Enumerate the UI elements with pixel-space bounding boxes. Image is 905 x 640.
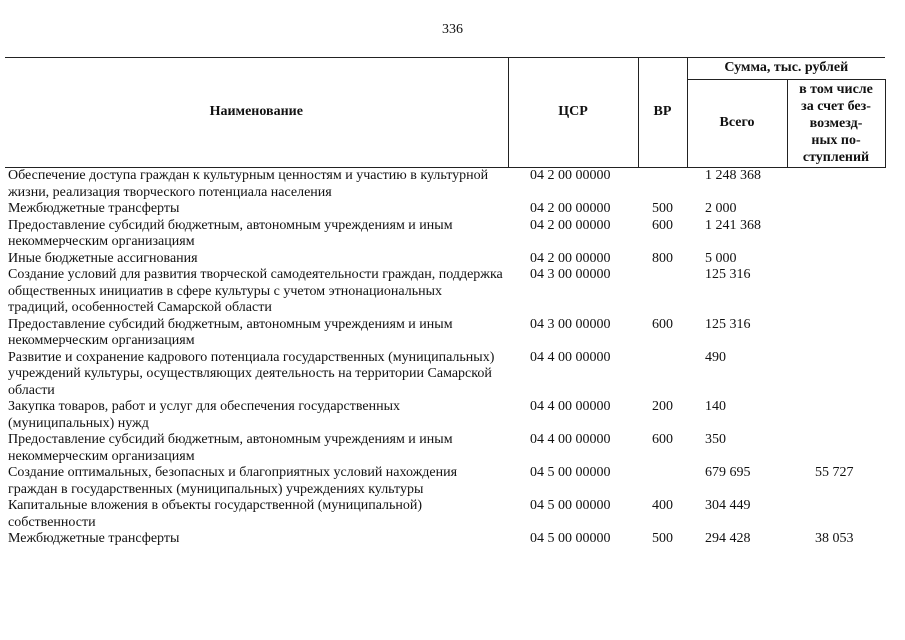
header-vr: ВР xyxy=(638,58,687,168)
table-row xyxy=(5,201,885,218)
row-total: 125 316 xyxy=(705,267,751,282)
table-row xyxy=(5,267,885,317)
header-sum-group: Сумма, тыс. рублей xyxy=(687,58,885,80)
table-row xyxy=(5,399,885,432)
row-csr: 04 2 00 00000 xyxy=(530,250,611,266)
row-name: Создание оптимальных, безопасных и благоприятных условий нахождения граждан в государственных (муниципальных) учреждениях культуры xyxy=(8,465,458,497)
row-vr: 500 xyxy=(652,531,673,546)
header-incl-line: за счет без- xyxy=(801,99,871,114)
header-incl-line: ных по- xyxy=(811,133,861,148)
row-csr: 04 2 00 00000 xyxy=(530,168,611,183)
table-row xyxy=(5,350,885,400)
row-vr: 600 xyxy=(652,432,673,447)
row-name: Создание условий для развития творческой самодеятельности граждан, поддержка общественных инициатив в сфере культуры с учетом этнонациональных традиций, особенностей Самарской области xyxy=(8,267,503,315)
row-name: Развитие и сохранение кадрового потенциала государственных (муниципальных) учреждений культуры, осуществляющих деятельность на территории Самарской области xyxy=(8,349,495,398)
row-csr: 04 3 00 00000 xyxy=(530,316,611,332)
row-total: 140 xyxy=(705,399,726,414)
row-name: Предоставление субсидий бюджетным, автономным учреждениям и иным некоммерческим организациям xyxy=(8,217,453,249)
row-including-grants xyxy=(787,350,885,400)
row-including-grants xyxy=(787,218,885,251)
table-row xyxy=(5,218,885,251)
row-vr: 800 xyxy=(652,250,673,266)
row-total: 490 xyxy=(705,349,726,365)
row-vr: 600 xyxy=(652,316,673,332)
header-name: Наименование xyxy=(5,58,508,168)
row-total: 350 xyxy=(705,432,726,447)
row-total: 1 248 368 xyxy=(705,168,761,183)
row-vr: 500 xyxy=(652,201,673,216)
header-total: Всего xyxy=(687,80,787,168)
header-incl-line: возмезд- xyxy=(809,116,863,131)
row-including-grants xyxy=(787,168,885,202)
budget-table xyxy=(5,57,886,548)
table-row xyxy=(5,168,885,202)
row-total: 125 316 xyxy=(705,316,751,332)
row-name: Закупка товаров, работ и услуг для обеспечения государственных (муниципальных) нужд xyxy=(8,399,401,431)
header-csr: ЦСР xyxy=(508,58,638,168)
row-total: 304 449 xyxy=(705,498,751,513)
header-incl-line: ступлений xyxy=(802,150,870,165)
row-including-grants xyxy=(787,201,885,218)
row-vr xyxy=(638,267,687,317)
row-vr xyxy=(638,465,687,498)
row-including-grants xyxy=(787,399,885,432)
table-row xyxy=(5,498,885,531)
row-csr: 04 5 00 00000 xyxy=(530,465,611,480)
row-including-grants: 38 053 xyxy=(815,531,854,546)
row-csr: 04 2 00 00000 xyxy=(530,201,611,216)
row-including-grants: 55 727 xyxy=(815,465,854,480)
row-vr: 400 xyxy=(652,498,673,513)
budget-table-container xyxy=(5,57,885,548)
table-row xyxy=(5,251,885,268)
table-row xyxy=(5,531,885,548)
row-csr: 04 4 00 00000 xyxy=(530,432,611,447)
row-total: 5 000 xyxy=(705,250,737,266)
row-vr: 600 xyxy=(652,217,673,233)
row-name: Межбюджетные трансферты xyxy=(8,201,180,216)
table-row xyxy=(5,432,885,465)
row-total: 294 428 xyxy=(705,531,751,546)
row-name: Капитальные вложения в объекты государственной (муниципальной) собственности xyxy=(8,498,423,530)
row-vr: 200 xyxy=(652,399,673,414)
row-csr: 04 5 00 00000 xyxy=(530,498,611,513)
row-vr xyxy=(638,168,687,202)
header-including-grants xyxy=(787,80,885,168)
row-csr: 04 5 00 00000 xyxy=(530,531,611,546)
row-name: Иные бюджетные ассигнования xyxy=(8,250,198,266)
row-including-grants xyxy=(787,498,885,531)
row-including-grants xyxy=(787,251,885,268)
row-including-grants xyxy=(787,317,885,350)
table-row xyxy=(5,317,885,350)
row-csr: 04 4 00 00000 xyxy=(530,399,611,414)
row-csr: 04 2 00 00000 xyxy=(530,217,611,233)
page-number: 336 xyxy=(442,22,463,37)
row-name: Обеспечение доступа граждан к культурным ценностям и участию в культурной жизни, реализация творческого потенциала населения xyxy=(8,168,489,200)
row-including-grants xyxy=(787,267,885,317)
row-total: 2 000 xyxy=(705,201,737,216)
row-name: Межбюджетные трансферты xyxy=(8,531,180,546)
table-body xyxy=(5,168,885,548)
table-header xyxy=(5,58,885,168)
header-incl-line: в том числе xyxy=(799,82,873,97)
row-vr xyxy=(638,350,687,400)
row-total: 1 241 368 xyxy=(705,217,761,233)
row-name: Предоставление субсидий бюджетным, автономным учреждениям и иным некоммерческим организациям xyxy=(8,432,453,464)
row-total: 679 695 xyxy=(705,465,751,480)
table-row xyxy=(5,465,885,498)
row-name: Предоставление субсидий бюджетным, автономным учреждениям и иным некоммерческим организациям xyxy=(8,316,453,348)
row-csr: 04 4 00 00000 xyxy=(530,349,611,365)
row-csr: 04 3 00 00000 xyxy=(530,267,611,282)
row-including-grants xyxy=(787,432,885,465)
